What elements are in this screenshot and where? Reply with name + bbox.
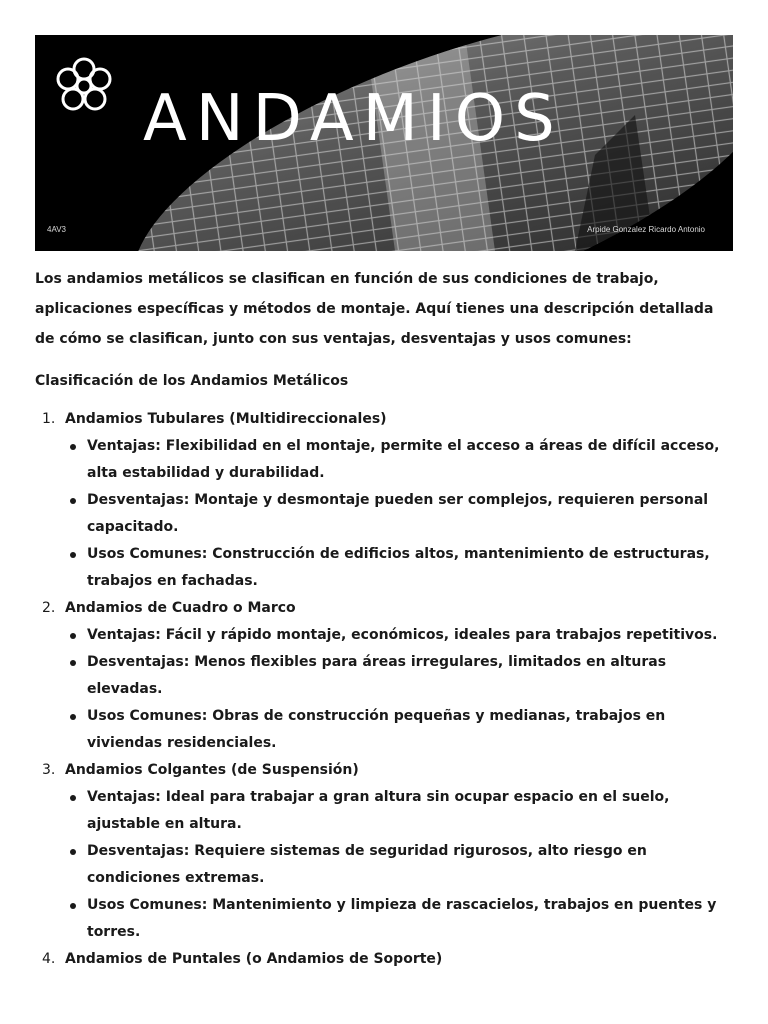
bullet-point	[65, 892, 735, 946]
bullet-dot-icon	[70, 903, 76, 909]
bullet-text: Desventajas: Menos flexibles para áreas irregulares, limitados en alturas elevadas.	[87, 654, 667, 697]
bullet-dot-icon	[70, 795, 76, 801]
document-body	[35, 264, 735, 973]
bullet-text: Ventajas: Ideal para trabajar a gran altura sin ocupar espacio en el suelo, ajustable en altura.	[87, 789, 670, 832]
category-item	[35, 757, 735, 946]
cover-banner	[35, 35, 733, 251]
category-item	[35, 406, 735, 595]
bullet-dot-icon	[70, 660, 76, 666]
bullet-point	[65, 433, 735, 487]
bullet-text: Usos Comunes: Construcción de edificios altos, mantenimiento de estructuras, trabajos en fachadas.	[87, 546, 710, 589]
category-title: Andamios de Cuadro o Marco	[65, 600, 296, 616]
bullet-dot-icon	[70, 714, 76, 720]
author-name: Arpide Gonzalez Ricardo Antonio	[587, 225, 705, 234]
bullet-dot-icon	[70, 444, 76, 450]
category-number: 2.	[42, 600, 56, 616]
bullet-text: Desventajas: Requiere sistemas de seguridad rigurosos, alto riesgo en condiciones extremas.	[87, 843, 647, 886]
category-number: 3.	[42, 762, 56, 778]
category-number: 1.	[42, 411, 56, 427]
category-points-list	[65, 622, 735, 757]
bullet-point	[65, 649, 735, 703]
bullet-point	[65, 541, 735, 595]
category-title: Andamios Colgantes (de Suspensión)	[65, 762, 359, 778]
category-item	[35, 595, 735, 757]
bullet-point	[65, 622, 735, 649]
category-points-list	[65, 784, 735, 946]
bullet-text: Usos Comunes: Mantenimiento y limpieza de rascacielos, trabajos en puentes y torres.	[87, 897, 717, 940]
classification-list	[35, 406, 735, 973]
bullet-dot-icon	[70, 633, 76, 639]
intro-paragraph: Los andamios metálicos se clasifican en función de sus condiciones de trabajo, aplicaciones específicas y métodos de montaje. Aquí tienes una descripción detallada de cómo se clasifican, junto con sus ventajas, desventajas y usos comunes:	[35, 271, 714, 347]
bullet-dot-icon	[70, 849, 76, 855]
banner-title: ANDAMIOS	[143, 82, 564, 156]
bullet-text: Usos Comunes: Obras de construcción pequeñas y medianas, trabajos en viviendas residenciales.	[87, 708, 666, 751]
category-title: Andamios de Puntales (o Andamios de Soporte)	[65, 951, 443, 967]
bullet-point	[65, 703, 735, 757]
bullet-dot-icon	[70, 552, 76, 558]
bullet-dot-icon	[70, 498, 76, 504]
bullet-text: Ventajas: Flexibilidad en el montaje, permite el acceso a áreas de difícil acceso, alta estabilidad y durabilidad.	[87, 438, 720, 481]
bullet-point	[65, 487, 735, 541]
bullet-text: Ventajas: Fácil y rápido montaje, económicos, ideales para trabajos repetitivos.	[87, 627, 718, 643]
section-heading: Clasificación de los Andamios Metálicos	[35, 373, 349, 389]
category-item	[35, 946, 735, 973]
bullet-text: Desventajas: Montaje y desmontaje pueden ser complejos, requieren personal capacitado.	[87, 492, 709, 535]
category-title: Andamios Tubulares (Multidireccionales)	[65, 411, 387, 427]
category-number: 4.	[42, 951, 56, 967]
flower-outline-icon	[53, 55, 115, 117]
course-code: 4AV3	[47, 225, 66, 234]
bullet-point	[65, 838, 735, 892]
bullet-point	[65, 784, 735, 838]
category-points-list	[65, 433, 735, 595]
